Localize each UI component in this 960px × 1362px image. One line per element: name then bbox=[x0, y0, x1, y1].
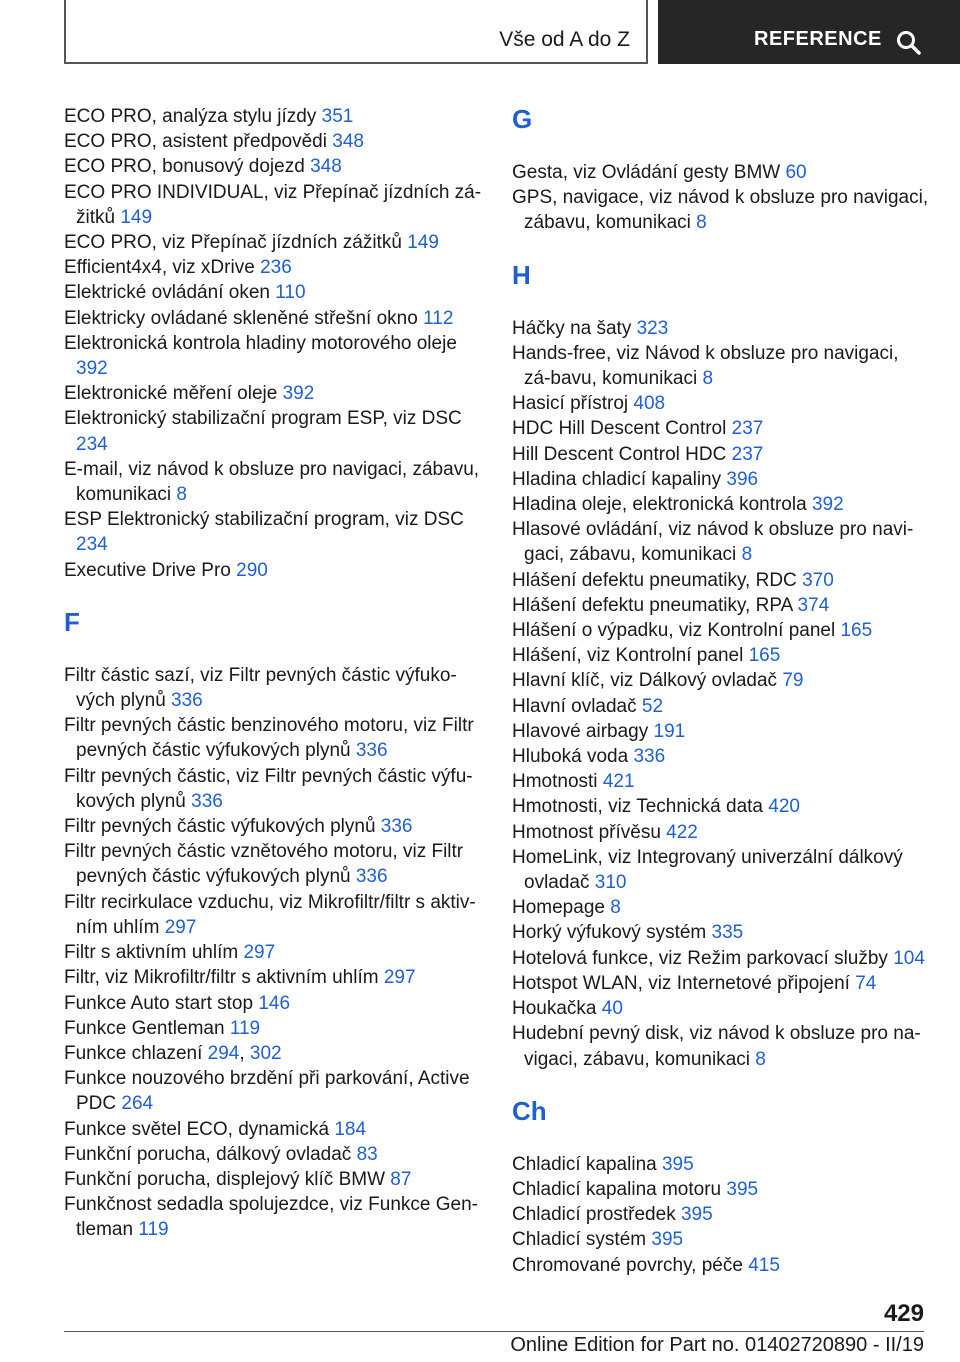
index-entry-text: Hudební pevný disk, viz návod k obsluze pro na-vigaci, zábavu, komunikaci bbox=[512, 1023, 921, 1070]
index-entry bbox=[512, 920, 930, 945]
index-entry-text: Executive Drive Pro bbox=[64, 559, 237, 581]
index-entry-text: Hladina oleje, elektronická kontrola bbox=[512, 494, 812, 516]
index-entry bbox=[64, 764, 482, 814]
index-entry bbox=[512, 719, 930, 744]
index-entry-text: Funkce chlazení bbox=[64, 1042, 208, 1064]
page-reference-link[interactable]: 294 bbox=[207, 1042, 240, 1064]
index-entry-text: Houkačka bbox=[512, 998, 602, 1020]
index-entry-text: Elektronická kontrola hladiny motorového oleje bbox=[64, 332, 457, 354]
index-entry-text: Hluboká voda bbox=[512, 746, 634, 768]
index-entry-text: Hmotnost přívěsu bbox=[512, 821, 667, 843]
index-entry bbox=[64, 331, 482, 381]
page-reference-link[interactable]: 149 bbox=[407, 232, 439, 254]
index-entry bbox=[64, 1192, 482, 1242]
index-entry-text: Hlášení o výpadku, viz Kontrolní panel bbox=[512, 620, 841, 642]
index-entry-text: Chromované povrchy, péče bbox=[512, 1254, 749, 1276]
index-entry-text: Hlášení defektu pneumatiky, RPA bbox=[512, 594, 798, 616]
page-reference-link[interactable]: 104 bbox=[893, 947, 925, 969]
page-reference-link[interactable]: 79 bbox=[782, 670, 804, 692]
page-reference-link[interactable]: 74 bbox=[855, 972, 877, 994]
page-reference-link[interactable]: 370 bbox=[802, 569, 834, 591]
page-reference-link[interactable]: 336 bbox=[633, 746, 666, 768]
index-entry-text: Hlášení, viz Kontrolní panel bbox=[512, 645, 749, 667]
index-entry-text: Funkce nouzového brzdění při parkování, Active PDC bbox=[64, 1068, 470, 1115]
page-reference-link[interactable]: 392 bbox=[811, 494, 844, 516]
index-entry-text: Hasicí přístroj bbox=[512, 393, 634, 415]
index-entry bbox=[512, 996, 930, 1021]
index-letter-heading: G bbox=[512, 104, 533, 134]
index-entry bbox=[512, 341, 930, 391]
page-reference-link[interactable]: 336 bbox=[355, 866, 388, 888]
index-entry bbox=[512, 668, 930, 693]
page-reference-link[interactable]: 336 bbox=[355, 740, 388, 762]
index-entry bbox=[64, 104, 482, 129]
page-reference-link[interactable]: 415 bbox=[748, 1254, 780, 1276]
index-entry bbox=[512, 744, 930, 769]
page-reference-link[interactable]: 396 bbox=[726, 468, 759, 490]
index-entry bbox=[64, 280, 482, 305]
index-entry-text: ECO PRO, bonusový dojezd bbox=[64, 156, 311, 178]
index-entry-text: Hands-free, viz Návod k obsluze pro navigaci, zá-bavu, komunikaci bbox=[512, 342, 899, 390]
index-entry-text: Chladicí prostředek bbox=[512, 1204, 681, 1226]
index-column-left bbox=[64, 104, 482, 1243]
index-entry bbox=[64, 1142, 482, 1167]
section-title: Vše od A do Z bbox=[499, 28, 630, 51]
index-entry bbox=[64, 180, 482, 230]
page-reference-link[interactable]: 83 bbox=[356, 1143, 378, 1165]
index-entry-text: E-mail, viz návod k obsluze pro navigaci, zábavu, komunikaci bbox=[64, 458, 480, 506]
page-reference-link[interactable]: 395 bbox=[680, 1204, 713, 1226]
page-reference-link[interactable]: 323 bbox=[636, 317, 669, 339]
page-reference-link[interactable]: 119 bbox=[138, 1219, 169, 1241]
index-entry-text: Hmotnosti, viz Technická data bbox=[512, 796, 769, 818]
index-entry bbox=[512, 442, 930, 467]
page-reference-link[interactable]: 374 bbox=[797, 594, 830, 616]
index-entry-text: Hill Descent Control HDC bbox=[512, 443, 732, 465]
index-entry bbox=[64, 558, 482, 583]
index-entry bbox=[512, 769, 930, 794]
index-entry bbox=[64, 839, 482, 889]
search-icon[interactable] bbox=[896, 30, 922, 56]
page-reference-link[interactable]: 8 bbox=[755, 1048, 766, 1070]
page-reference-link[interactable]: 237 bbox=[731, 443, 764, 465]
index-entry-text: ECO PRO, asistent předpovědi bbox=[64, 131, 333, 153]
index-entry-text: Háčky na šaty bbox=[512, 317, 637, 339]
index-entry-text: Efficient4x4, viz xDrive bbox=[64, 257, 261, 279]
index-entry bbox=[512, 160, 930, 185]
index-entry-text: Hlavní klíč, viz Dálkový ovladač bbox=[512, 670, 783, 692]
page-reference-link[interactable]: 297 bbox=[164, 916, 197, 938]
page-reference-link[interactable]: 234 bbox=[76, 534, 108, 556]
page-reference-link[interactable]: 392 bbox=[76, 358, 108, 380]
index-entry-text: Funkční porucha, displejový klíč BMW bbox=[64, 1168, 391, 1190]
index-entry bbox=[64, 381, 482, 406]
page-reference-link[interactable]: 8 bbox=[610, 897, 621, 919]
index-entry bbox=[512, 794, 930, 819]
index-entry-text: ECO PRO, analýza stylu jízdy bbox=[64, 106, 322, 127]
index-entry-text: Filtr, viz Mikrofiltr/filtr s aktivním uhlím bbox=[64, 967, 384, 989]
index-entry bbox=[64, 1066, 482, 1116]
page-reference-link[interactable]: 421 bbox=[602, 771, 635, 793]
index-entry-text: Gesta, viz Ovládání gesty BMW bbox=[512, 162, 786, 183]
index-entry-text: Hotelová funkce, viz Režim parkovací služby bbox=[512, 947, 894, 969]
page-reference-link[interactable]: 110 bbox=[275, 282, 306, 304]
index-entry bbox=[512, 316, 930, 341]
index-entry-text: Chladicí kapalina motoru bbox=[512, 1178, 727, 1200]
index-entry bbox=[64, 940, 482, 965]
page-reference-link[interactable]: 336 bbox=[191, 790, 223, 812]
page-reference-link[interactable]: 395 bbox=[726, 1178, 759, 1200]
page-reference-link[interactable]: 184 bbox=[334, 1118, 367, 1140]
page-reference-link[interactable]: 302 bbox=[249, 1042, 282, 1064]
index-entry-text: Filtr recirkulace vzduchu, viz Mikrofiltr/filtr s aktiv-ním uhlím bbox=[64, 891, 476, 938]
index-entry bbox=[64, 991, 482, 1016]
page-reference-link[interactable]: 149 bbox=[120, 206, 153, 228]
footer-divider bbox=[64, 1331, 924, 1332]
page-reference-link[interactable]: 408 bbox=[633, 393, 666, 415]
index-entry bbox=[512, 517, 930, 567]
index-entry-text: Chladicí systém bbox=[512, 1229, 652, 1251]
page-reference-link[interactable]: 191 bbox=[653, 720, 686, 742]
index-entry bbox=[64, 154, 482, 179]
index-entry-text: Hotspot WLAN, viz Internetové připojení bbox=[512, 972, 856, 994]
page-reference-link[interactable]: 52 bbox=[641, 695, 664, 717]
index-entry bbox=[512, 895, 930, 920]
page-reference-link[interactable]: 336 bbox=[380, 816, 413, 838]
index-entry-text: Filtr pevných částic výfukových plynů bbox=[64, 816, 381, 838]
index-entry bbox=[64, 890, 482, 940]
index-entry bbox=[64, 1167, 482, 1192]
page-reference-link[interactable]: 165 bbox=[840, 620, 873, 642]
page-reference-link[interactable]: 119 bbox=[229, 1017, 261, 1039]
index-entry bbox=[64, 965, 482, 990]
index-entry bbox=[512, 492, 930, 517]
page-reference-link[interactable]: 348 bbox=[310, 156, 342, 178]
index-entry-text: Hladina chladicí kapaliny bbox=[512, 468, 727, 490]
page-reference-link[interactable]: 351 bbox=[321, 106, 354, 127]
index-entry-text: Hlavové airbagy bbox=[512, 720, 654, 742]
edition-footer: Online Edition for Part no. 01402720890 - II/19 bbox=[510, 1334, 924, 1356]
index-entry bbox=[64, 129, 482, 154]
index-entry-text: Funkční porucha, dálkový ovladač bbox=[64, 1143, 357, 1165]
index-entry bbox=[64, 406, 482, 456]
index-entry bbox=[512, 568, 930, 593]
page-reference-link[interactable]: 8 bbox=[176, 484, 187, 506]
index-entry bbox=[512, 820, 930, 845]
page-reference-link[interactable]: 60 bbox=[785, 162, 807, 183]
index-entry-text: Funkce světel ECO, dynamická bbox=[64, 1118, 335, 1140]
index-entry-text: Elektronický stabilizační program ESP, viz DSC bbox=[64, 408, 462, 430]
page-reference-link[interactable]: 395 bbox=[651, 1229, 684, 1251]
index-entry-text: Funkčnost sedadla spolujezdce, viz Funkce Gen-tleman bbox=[64, 1194, 478, 1241]
index-entry bbox=[512, 467, 930, 492]
index-entry bbox=[64, 1117, 482, 1142]
index-entry bbox=[512, 1253, 930, 1278]
index-column-right bbox=[512, 104, 930, 1278]
index-entry-text: Hlasové ovládání, viz návod k obsluze pro navi-gaci, zábavu, komunikaci bbox=[512, 519, 914, 566]
index-entry bbox=[512, 1177, 930, 1202]
page-reference-link[interactable]: 297 bbox=[243, 942, 276, 964]
index-entry-text: Homepage bbox=[512, 897, 611, 919]
index-entry-text: Filtr pevných částic benzinového motoru, viz Filtr pevných částic výfukových plynů bbox=[64, 715, 474, 762]
chapter-label: REFERENCE bbox=[754, 28, 882, 50]
index-entry-text: Elektricky ovládané skleněné střešní okno bbox=[64, 307, 424, 329]
index-entry bbox=[64, 1016, 482, 1041]
page-reference-link[interactable]: 310 bbox=[594, 872, 627, 894]
index-entry-text: Hlavní ovladač bbox=[512, 695, 642, 717]
index-entry: Funkce chlazení 294, 302 bbox=[64, 1042, 282, 1064]
index-entry bbox=[512, 643, 930, 668]
index-entry bbox=[64, 814, 482, 839]
page-reference-link[interactable]: 8 bbox=[741, 544, 753, 566]
index-entry bbox=[512, 391, 930, 416]
index-entry bbox=[64, 306, 482, 331]
chapter-tab[interactable] bbox=[658, 0, 960, 64]
page-reference-link[interactable]: 112 bbox=[423, 307, 454, 329]
page-reference-link[interactable]: 8 bbox=[696, 212, 707, 234]
index-entry-text: Funkce Gentleman bbox=[64, 1017, 230, 1039]
page-reference-link[interactable]: 146 bbox=[258, 992, 291, 1014]
index-entry bbox=[64, 255, 482, 280]
index-entry bbox=[512, 694, 930, 719]
index-entry-text: HomeLink, viz Integrovaný univerzální dálkový ovladač bbox=[512, 846, 903, 894]
index-entry bbox=[512, 845, 930, 895]
index-entry-text: Funkce Auto start stop bbox=[64, 992, 259, 1014]
index-letter-heading: F bbox=[64, 606, 80, 637]
index-entry bbox=[512, 971, 930, 996]
page-reference-link[interactable]: 422 bbox=[666, 821, 698, 843]
page-number: 429 bbox=[883, 1300, 924, 1327]
index-entry bbox=[512, 1227, 930, 1252]
page-reference-link[interactable]: 236 bbox=[260, 257, 292, 279]
index-entry-text: Hmotnosti bbox=[512, 771, 603, 793]
page-reference-link[interactable]: 87 bbox=[390, 1168, 412, 1190]
index-entry-text: Filtr s aktivním uhlím bbox=[64, 942, 244, 964]
index-letter-heading: H bbox=[512, 259, 531, 290]
index-entry-text: ECO PRO, viz Přepínač jízdních zážitků bbox=[64, 232, 408, 254]
index-entry bbox=[64, 507, 482, 557]
index-entry bbox=[512, 593, 930, 618]
page-reference-link[interactable]: 392 bbox=[282, 383, 315, 405]
index-entry-text: Elektronické měření oleje bbox=[64, 383, 283, 405]
page-reference-link[interactable]: 8 bbox=[702, 368, 714, 390]
index-entry bbox=[64, 713, 482, 763]
page-reference-link[interactable]: 336 bbox=[171, 690, 203, 712]
index-entry bbox=[512, 416, 930, 441]
page-reference-link[interactable]: 420 bbox=[768, 796, 800, 818]
index-entry bbox=[512, 1152, 930, 1177]
page-reference-link[interactable]: 290 bbox=[236, 559, 268, 581]
page-reference-link[interactable]: 40 bbox=[601, 998, 623, 1020]
header-section-frame bbox=[64, 0, 648, 64]
index-entry bbox=[64, 457, 482, 507]
index-entry bbox=[64, 230, 482, 255]
index-entry-text: Elektrické ovládání oken bbox=[64, 282, 276, 304]
page-reference-link[interactable]: 395 bbox=[661, 1153, 694, 1175]
index-entry-text: Chladicí kapalina bbox=[512, 1153, 662, 1175]
index-entry bbox=[512, 185, 930, 235]
index-entry-text: Filtr pevných částic, viz Filtr pevných částic výfu-kových plynů bbox=[64, 765, 473, 812]
index-entry bbox=[512, 1021, 930, 1071]
index-entry bbox=[512, 1202, 930, 1227]
index-entry-text: Horký výfukový systém bbox=[512, 922, 712, 944]
index-entry-text: Filtr částic sazí, viz Filtr pevných částic výfuko-vých plynů bbox=[64, 664, 457, 712]
page-reference-link[interactable]: 264 bbox=[121, 1093, 154, 1115]
page-reference-link[interactable]: 237 bbox=[731, 418, 764, 440]
index-entry bbox=[64, 663, 482, 713]
page-reference-link[interactable]: 335 bbox=[711, 922, 744, 944]
index-entry bbox=[512, 618, 930, 643]
index-entry-text: HDC Hill Descent Control bbox=[512, 418, 732, 440]
index-letter-heading: Ch bbox=[512, 1095, 547, 1126]
index-entry-text: Filtr pevných částic vznětového motoru, viz Filtr pevných částic výfukových plynů bbox=[64, 841, 464, 888]
index-entry-text: ESP Elektronický stabilizační program, viz DSC bbox=[64, 509, 464, 531]
index-entry-text: ECO PRO INDIVIDUAL, viz Přepínač jízdních zá-žitků bbox=[64, 181, 482, 228]
page-reference-link[interactable]: 297 bbox=[383, 967, 416, 989]
index-entry-text: GPS, navigace, viz návod k obsluze pro navigaci, zábavu, komunikaci bbox=[512, 187, 929, 234]
page-reference-link[interactable]: 165 bbox=[748, 645, 781, 667]
page-reference-link[interactable]: 234 bbox=[76, 433, 108, 455]
page-reference-link[interactable]: 348 bbox=[332, 131, 364, 153]
index-entry-text: Hlášení defektu pneumatiky, RDC bbox=[512, 569, 803, 591]
index-entry bbox=[512, 946, 930, 971]
